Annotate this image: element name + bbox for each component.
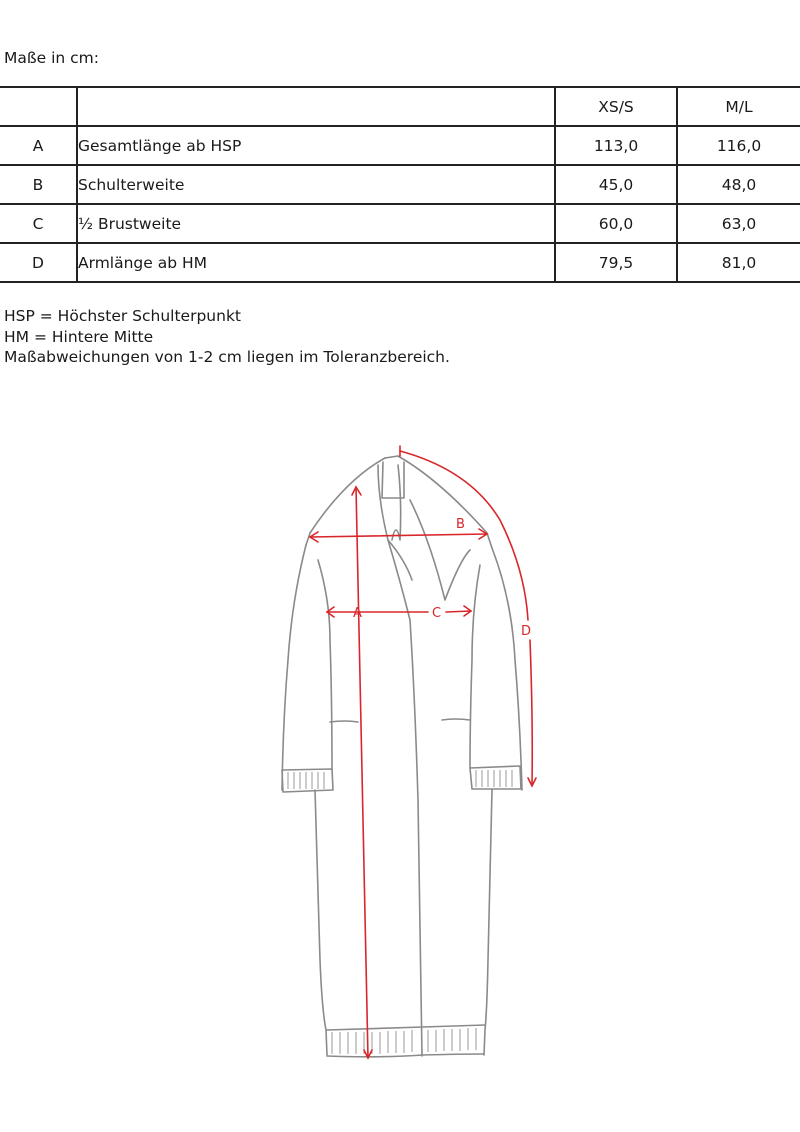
measurement-lines [310, 446, 536, 1058]
row-value-xs-s: 60,0 [555, 204, 677, 243]
row-label: Schulterweite [77, 165, 555, 204]
row-key: A [0, 126, 77, 165]
measure-a-label: A [353, 606, 362, 621]
row-key: C [0, 204, 77, 243]
row-value-m-l: 116,0 [677, 126, 800, 165]
measure-b-label: B [456, 517, 465, 532]
measure-d-label: D [521, 624, 532, 639]
measure-d-line [400, 451, 532, 785]
row-value-xs-s: 45,0 [555, 165, 677, 204]
row-label: Armlänge ab HM [77, 243, 555, 282]
coat-outline [282, 456, 522, 1057]
table-row [0, 165, 800, 204]
table-row [0, 204, 800, 243]
page-title: Maße in cm: [4, 49, 99, 67]
header-label [77, 87, 555, 126]
row-label: Gesamtlänge ab HSP [77, 126, 555, 165]
row-value-xs-s: 113,0 [555, 126, 677, 165]
note-tolerance: Maßabweichungen von 1-2 cm liegen im Toleranzbereich. [4, 348, 450, 366]
row-key: D [0, 243, 77, 282]
note-hm: HM = Hintere Mitte [4, 327, 154, 346]
header-key [0, 87, 77, 126]
row-label: ½ Brustweite [77, 204, 555, 243]
measure-c-line [327, 611, 471, 612]
row-value-m-l: 63,0 [677, 204, 800, 243]
measure-c-label: C [432, 606, 442, 621]
row-value-m-l: 48,0 [677, 165, 800, 204]
row-value-m-l: 81,0 [677, 243, 800, 282]
legend-notes [4, 306, 450, 368]
measure-a-line [356, 487, 368, 1058]
size-table [0, 86, 800, 283]
note-hsp: HSP = Höchster Schulterpunkt [4, 307, 241, 325]
table-header-row [0, 87, 800, 126]
coat-sketch-illustration [0, 430, 800, 1110]
header-size-m-l: M/L [677, 87, 800, 126]
row-value-xs-s: 79,5 [555, 243, 677, 282]
ribbing-lines [288, 770, 512, 1054]
table-row [0, 126, 800, 165]
table-row [0, 243, 800, 282]
row-key: B [0, 165, 77, 204]
header-size-xs-s: XS/S [555, 87, 677, 126]
